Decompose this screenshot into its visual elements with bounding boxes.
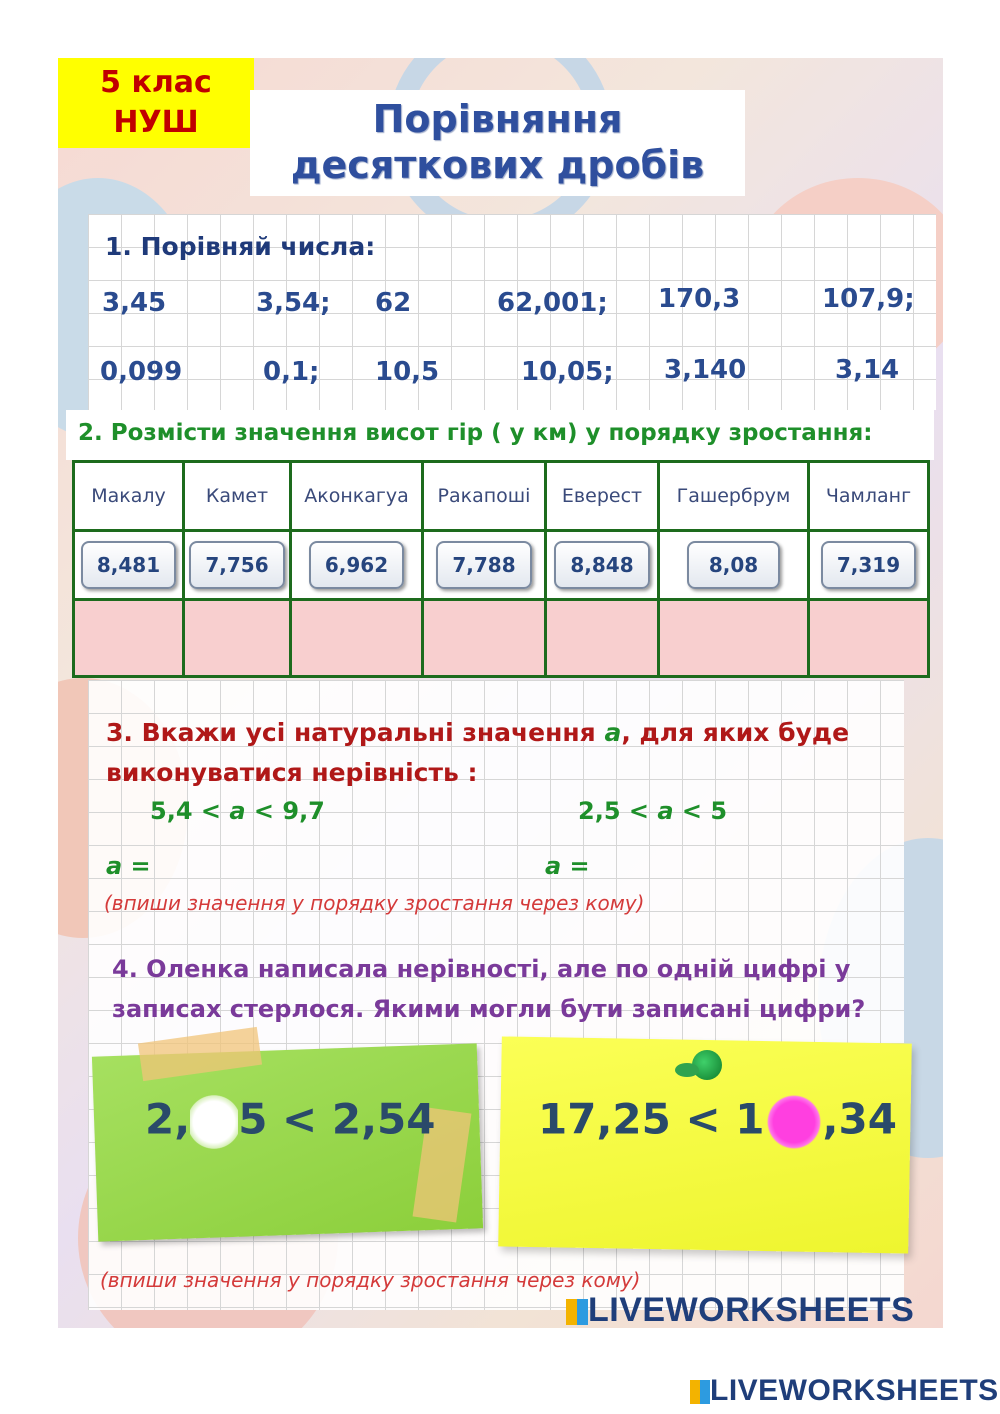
variable-a: a xyxy=(604,718,622,747)
mountain-names-row xyxy=(74,462,929,531)
task1-number: 3,140 xyxy=(664,355,747,385)
drop-slot-6[interactable] xyxy=(659,600,809,677)
logo-icon xyxy=(690,1380,710,1404)
task1-number: 62,001; xyxy=(497,288,608,318)
mountain-name: Макалу xyxy=(74,462,184,531)
drop-slot-2[interactable] xyxy=(184,600,291,677)
task1-number: 107,9; xyxy=(822,284,915,314)
task1-number: 3,45 xyxy=(102,288,167,318)
task3-label-line2: виконуватися нерівність : xyxy=(106,758,478,787)
drop-slot-7[interactable] xyxy=(809,600,929,677)
task3-hint: (впиши значення у порядку зростання через кому) xyxy=(104,891,645,915)
mountain-name: Гашербрум xyxy=(659,462,809,531)
mountain-heights-row xyxy=(74,531,929,600)
mountain-name: Чамланг xyxy=(809,462,929,531)
height-tile-kamet[interactable]: 7,756 xyxy=(189,541,284,589)
task1-number: 170,3 xyxy=(658,284,741,314)
answer-label-2: a = xyxy=(545,852,590,880)
task4-label-line2: записах стерлося. Якими могли бути записані цифри? xyxy=(112,995,866,1023)
task1-number: 3,54; xyxy=(256,288,331,318)
drop-slot-5[interactable] xyxy=(546,600,659,677)
logo-icon xyxy=(566,1299,588,1325)
height-tile-everest[interactable]: 8,848 xyxy=(554,541,649,589)
task2-label: 2. Розмісти значення висот гір ( у км) у порядку зростання: xyxy=(78,420,873,446)
inequality-erased-2: 17,25 < 1 ,34 xyxy=(538,1093,897,1151)
task3-label: 3. Вкажи усі натуральні значення a, для яких буде xyxy=(106,718,850,747)
grade-line-2: НУШ xyxy=(113,105,199,140)
pushpin-shadow xyxy=(675,1063,699,1077)
task1-number: 10,05; xyxy=(521,357,614,387)
task1-number: 62 xyxy=(375,288,412,318)
task1-label: 1. Порівняй числа: xyxy=(105,232,376,261)
height-tile-rakaposhi[interactable]: 7,788 xyxy=(436,541,531,589)
title-line-2: десяткових дробів xyxy=(290,143,705,187)
answer-input-2[interactable] xyxy=(600,848,900,882)
drop-slot-4[interactable] xyxy=(423,600,546,677)
mountain-name: Ракапоші xyxy=(423,462,546,531)
task4-label: 4. Оленка написала нерівності, але по одній цифрі у xyxy=(112,955,851,983)
task1-number: 3,14 xyxy=(835,355,900,385)
mountain-name: Еверест xyxy=(546,462,659,531)
liveworksheets-logo-inner: LIVEWORKSHEETS xyxy=(566,1290,914,1330)
mountain-name: Аконкагуа xyxy=(291,462,423,531)
drop-slot-1[interactable] xyxy=(74,600,184,677)
height-tile-makalu[interactable]: 8,481 xyxy=(81,541,176,589)
paint-splat-icon[interactable] xyxy=(765,1093,823,1151)
mountain-name: Камет xyxy=(184,462,291,531)
liveworksheets-logo-footer: LIVEWORKSHEETS xyxy=(690,1373,999,1408)
grade-badge xyxy=(58,58,254,148)
answer-drop-row xyxy=(74,600,929,677)
answer-label-1: a = xyxy=(106,852,151,880)
erased-digit-blot[interactable] xyxy=(190,1093,238,1151)
height-tile-aconcagua[interactable]: 6,962 xyxy=(309,541,404,589)
task1-number: 10,5 xyxy=(375,357,440,387)
inequality-2: 2,5 < a < 5 xyxy=(578,797,728,825)
answer-input-1[interactable] xyxy=(160,848,520,882)
height-tile-chamlang[interactable]: 7,319 xyxy=(821,541,916,589)
mountains-table xyxy=(72,460,930,678)
grade-line-1: 5 клас xyxy=(100,65,212,100)
task4-hint: (впиши значення у порядку зростання через кому) xyxy=(100,1268,641,1292)
task1-number: 0,099 xyxy=(100,357,183,387)
inequality-1: 5,4 < a < 9,7 xyxy=(150,797,325,825)
page-title xyxy=(250,90,745,196)
task1-number: 0,1; xyxy=(263,357,320,387)
title-line-1: Порівняння xyxy=(372,97,623,141)
drop-slot-3[interactable] xyxy=(291,600,423,677)
inequality-erased-1: 2, 5 < 2,54 xyxy=(145,1093,435,1151)
height-tile-gasherbrum[interactable]: 8,08 xyxy=(687,541,780,589)
